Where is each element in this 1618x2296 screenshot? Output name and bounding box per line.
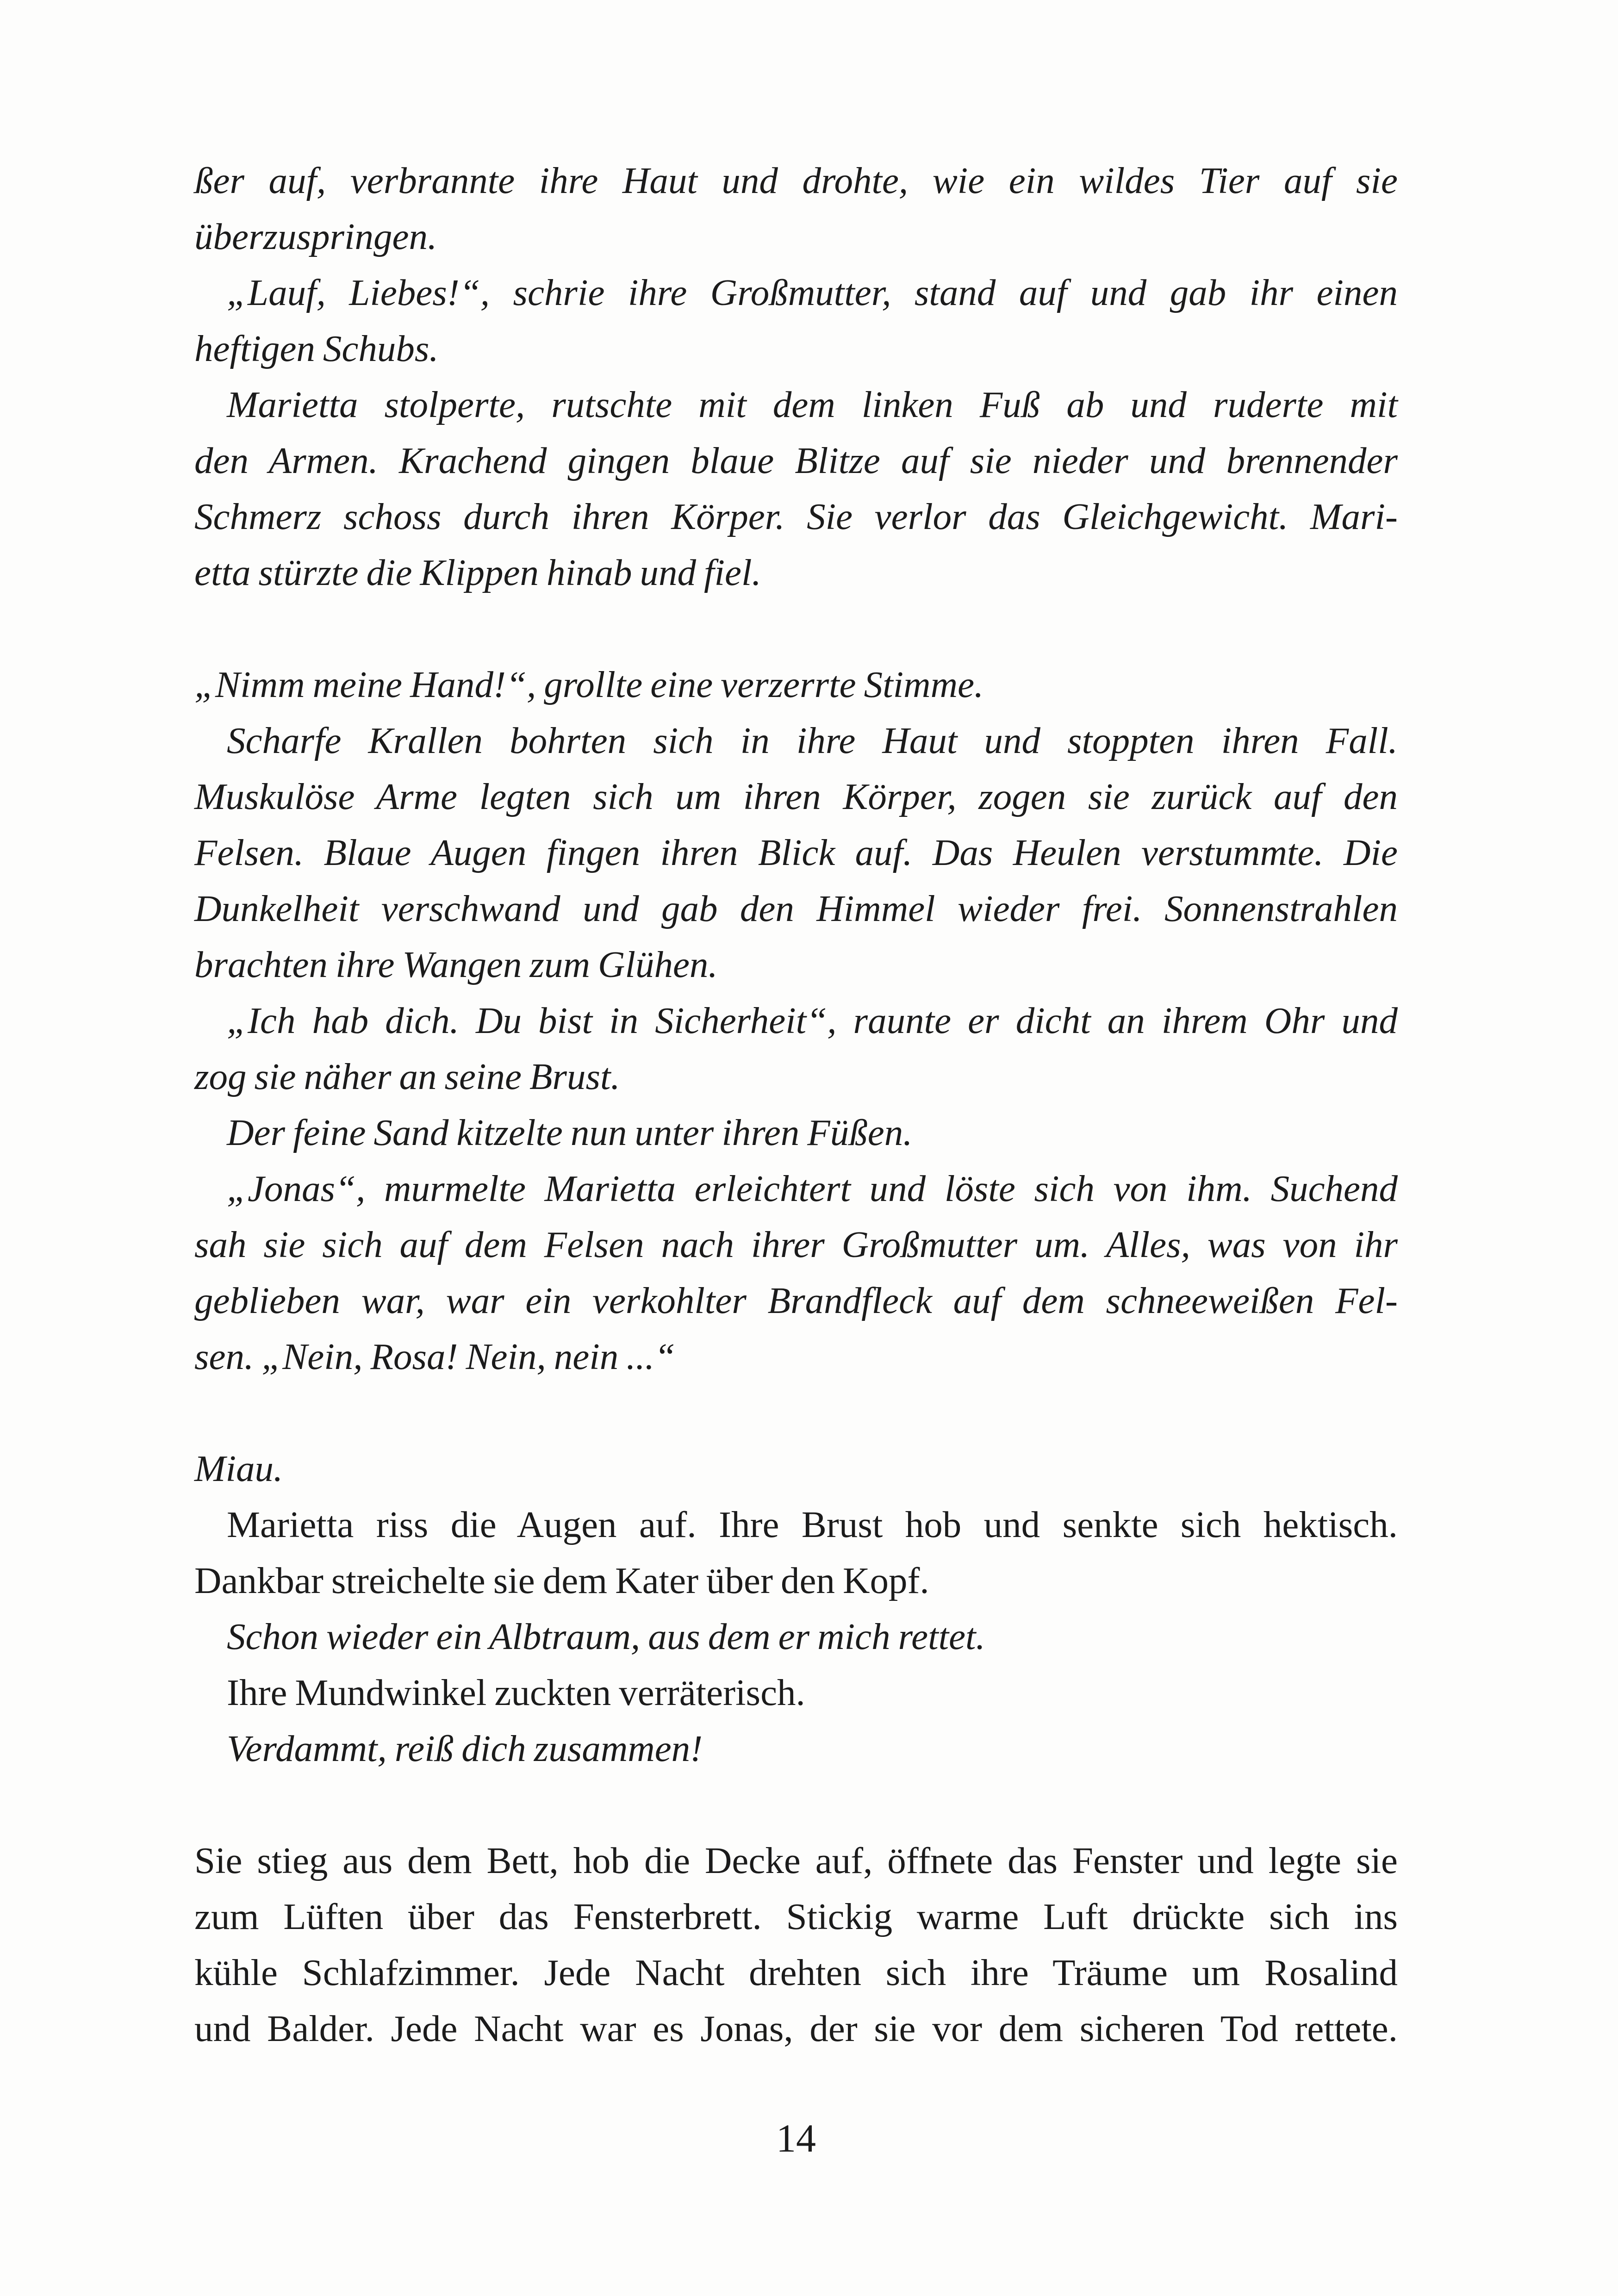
text-line: Ihre Mundwinkel zuckten verräterisch. — [227, 1672, 805, 1713]
page-number: 14 — [776, 2116, 816, 2160]
text-line: Muskulöse Arme legten sich um ihren Körper, zogen sie zurück auf den — [194, 776, 1398, 817]
body-text — [194, 153, 1398, 2057]
text-line: Scharfe Krallen bohrten sich in ihre Haut und stoppten ihren Fall. — [227, 720, 1398, 761]
text-line: überzuspringen. — [194, 216, 437, 257]
text-line — [194, 1777, 1398, 1833]
text-line: zog sie näher an seine Brust. — [194, 1056, 620, 1097]
text-line: etta stürzte die Klippen hinab und fiel. — [194, 552, 761, 593]
text-line: „Jonas“, murmelte Marietta erleichtert und löste sich von ihm. Suchend — [227, 1168, 1398, 1209]
text-line: brachten ihre Wangen zum Glühen. — [194, 944, 718, 985]
text-line: Dankbar streichelte sie dem Kater über den Kopf. — [194, 1560, 929, 1601]
text-line: und Balder. Jede Nacht war es Jonas, der sie vor dem sicheren Tod rettete. — [194, 2008, 1398, 2049]
text-line: zum Lüften über das Fensterbrett. Stickig warme Luft drückte sich ins — [194, 1896, 1398, 1937]
text-line: „Ich hab dich. Du bist in Sicherheit“, raunte er dicht an ihrem Ohr und — [227, 1000, 1398, 1041]
text-line: Sie stieg aus dem Bett, hob die Decke auf, öffnete das Fenster und legte sie — [194, 1840, 1398, 1881]
text-line: kühle Schlafzimmer. Jede Nacht drehten sich ihre Träume um Rosalind — [194, 1952, 1398, 1993]
text-line — [194, 1385, 1398, 1441]
text-line: ßer auf, verbrannte ihre Haut und drohte, wie ein wildes Tier auf sie — [194, 160, 1398, 201]
text-line: Schmerz schoss durch ihren Körper. Sie verlor das Gleichgewicht. Mari- — [194, 496, 1398, 537]
text-line: „Lauf, Liebes!“, schrie ihre Großmutter, stand auf und gab ihr einen — [227, 272, 1398, 313]
text-line: geblieben war, war ein verkohlter Brandfleck auf dem schneeweißen Fel- — [194, 1280, 1398, 1321]
text-line: Marietta riss die Augen auf. Ihre Brust hob und senkte sich hektisch. — [227, 1504, 1398, 1545]
text-line: heftigen Schubs. — [194, 328, 439, 369]
text-line: Der feine Sand kitzelte nun unter ihren Füßen. — [227, 1112, 913, 1153]
text-line: Marietta stolperte, rutschte mit dem linken Fuß ab und ruderte mit — [227, 384, 1398, 425]
text-line: Verdammt, reiß dich zusammen! — [227, 1728, 703, 1769]
text-line: Miau. — [194, 1448, 283, 1489]
text-line: Felsen. Blaue Augen fingen ihren Blick auf. Das Heulen verstummte. Die — [194, 832, 1398, 873]
text-line: „Nimm meine Hand!“, grollte eine verzerrte Stimme. — [194, 664, 984, 705]
text-line: sah sie sich auf dem Felsen nach ihrer Großmutter um. Alles, was von ihr — [194, 1224, 1398, 1265]
text-line: sen. „Nein, Rosa! Nein, nein ...“ — [194, 1336, 676, 1377]
text-line: Schon wieder ein Albtraum, aus dem er mich rettet. — [227, 1616, 985, 1657]
text-line: den Armen. Krachend gingen blaue Blitze auf sie nieder und brennender — [194, 440, 1398, 481]
text-line: Dunkelheit verschwand und gab den Himmel wieder frei. Sonnenstrahlen — [194, 888, 1398, 929]
text-line — [194, 601, 1398, 657]
